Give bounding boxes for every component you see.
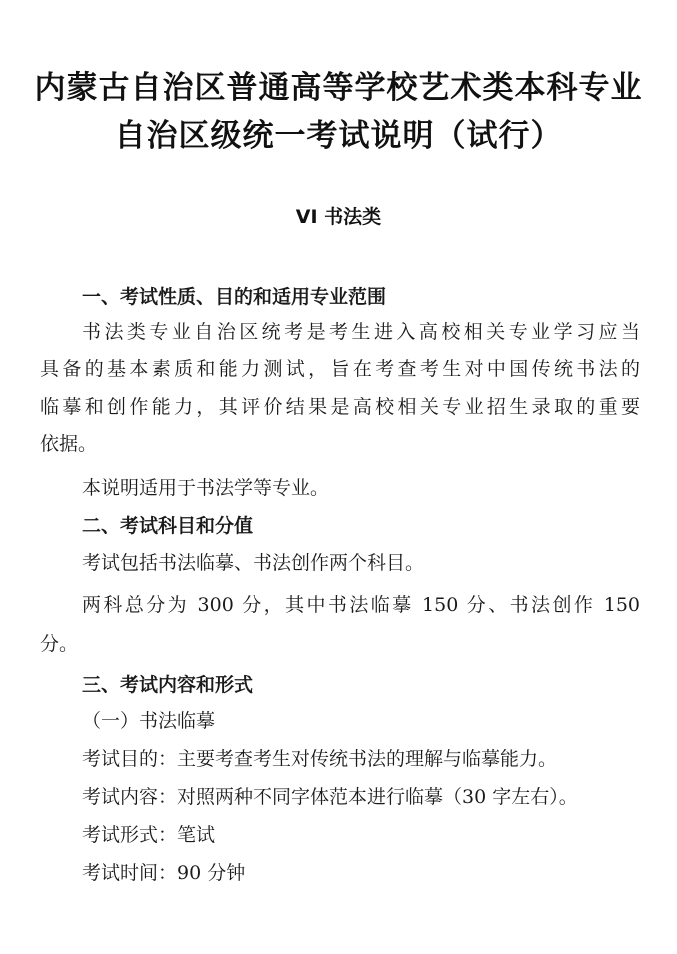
section-3-sub-1-heading: （一）书法临摹 (82, 710, 216, 732)
section-3-sub-1-form: 考试形式：笔试 (82, 824, 216, 846)
section-3-sub-1-purpose: 考试目的：主要考查考生对传统书法的理解与临摹能力。 (82, 748, 558, 770)
section-2-para-2-line-2: 分。 (40, 633, 79, 655)
section-3-sub-1-content: 考试内容：对照两种不同字体范本进行临摹（30 字左右）。 (82, 786, 578, 808)
section-2-heading: 二、考试科目和分值 (82, 515, 254, 537)
section-1-para-1-line-4: 依据。 (40, 433, 98, 455)
section-1-para-1-line-2: 具备的基本素质和能力测试，旨在考查考生对中国传统书法的 (40, 358, 640, 380)
document-title-line-1: 内蒙古自治区普通高等学校艺术类本科专业 (34, 70, 643, 106)
document-title-line-2: 自治区级统一考试说明（试行） (114, 118, 563, 154)
section-1-para-2: 本说明适用于书法学等专业。 (82, 477, 330, 499)
section-2-para-1: 考试包括书法临摹、书法创作两个科目。 (82, 552, 425, 574)
section-1-para-1-line-1: 书法类专业自治区统考是考生进入高校相关专业学习应当 (82, 321, 640, 343)
section-1-para-1-line-3: 临摹和创作能力，其评价结果是高校相关专业招生录取的重要 (40, 396, 640, 418)
section-3-heading: 三、考试内容和形式 (82, 674, 254, 696)
section-1-heading: 一、考试性质、目的和适用专业范围 (82, 286, 387, 308)
section-2-para-2-line-1: 两科总分为 300 分，其中书法临摹 150 分、书法创作 150 (82, 594, 640, 616)
section-3-sub-1-time: 考试时间：90 分钟 (82, 862, 246, 884)
document-subtitle: VI 书法类 (295, 206, 382, 228)
